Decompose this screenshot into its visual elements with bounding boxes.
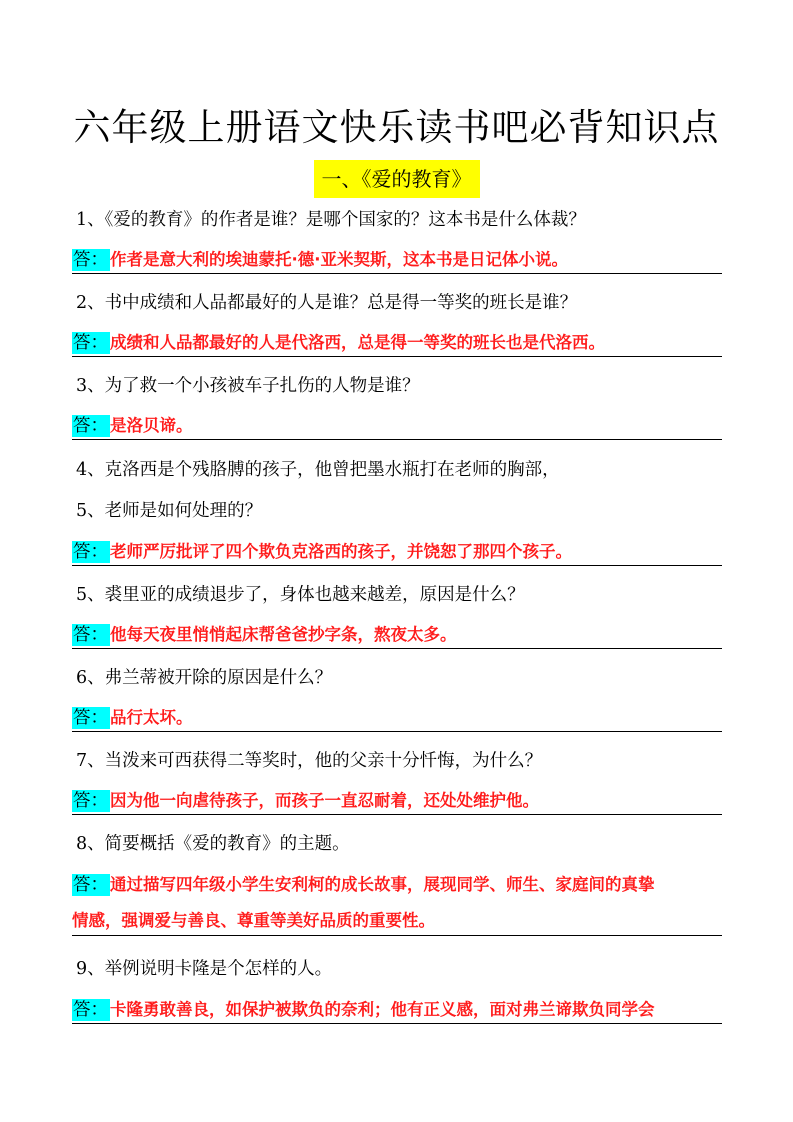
answer-label: 答： bbox=[73, 250, 108, 270]
answer-label: 答： bbox=[73, 542, 108, 562]
answer-7 bbox=[72, 787, 722, 815]
answer-label: 答： bbox=[73, 416, 108, 436]
answer-text: 品行太坏。 bbox=[110, 708, 193, 727]
answer-text: 通过描写四年级小学生安利柯的成长故事，展现同学、师生、家庭间的真挚 bbox=[110, 875, 655, 894]
answer-label: 答： bbox=[73, 625, 108, 645]
answer-label: 答： bbox=[73, 708, 108, 728]
question-3: 3、为了救一个小孩被车子扎伤的人物是谁？ bbox=[76, 376, 420, 396]
answer-text: 成绩和人品都最好的人是代洛西，总是得一等奖的班长也是代洛西。 bbox=[110, 333, 605, 352]
question-1: 1、《爱的教育》的作者是谁？是哪个国家的？这本书是什么体裁？ bbox=[76, 210, 586, 230]
answer-text: 是洛贝谛。 bbox=[110, 416, 193, 435]
answer-4 bbox=[72, 538, 722, 566]
section-heading: 一、《爱的教育》 bbox=[314, 160, 480, 198]
question-2: 2、书中成绩和人品都最好的人是谁？总是得一等奖的班长是谁？ bbox=[76, 293, 578, 313]
answer-line-1 bbox=[72, 871, 722, 899]
answer-label: 答： bbox=[73, 1000, 108, 1020]
answer-8 bbox=[72, 871, 722, 936]
answer-text-continued: 情感，强调爱与善良、尊重等美好品质的重要性。 bbox=[72, 911, 435, 930]
section-heading-wrap bbox=[0, 160, 793, 198]
answer-label: 答： bbox=[73, 875, 108, 895]
answer-text: 因为他一向虐待孩子，而孩子一直忍耐着，还处处维护他。 bbox=[110, 791, 539, 810]
question-5b: 5、裘里亚的成绩退步了，身体也越来越差，原因是什么？ bbox=[76, 585, 525, 605]
answer-3 bbox=[72, 412, 722, 440]
page-title: 六年级上册语文快乐读书吧必背知识点 bbox=[73, 106, 720, 149]
question-7: 7、当泼来可西获得二等奖时，他的父亲十分忏悔，为什么？ bbox=[76, 751, 543, 771]
answer-6 bbox=[72, 704, 722, 732]
answer-label: 答： bbox=[73, 333, 108, 353]
answer-1 bbox=[72, 246, 722, 274]
question-4: 4、克洛西是个残胳膊的孩子，他曾把墨水瓶打在老师的胸部， bbox=[76, 460, 560, 480]
answer-9 bbox=[72, 996, 722, 1024]
question-5: 5、老师是如何处理的？ bbox=[76, 501, 263, 521]
answer-text: 老师严厉批评了四个欺负克洛西的孩子，并饶恕了那四个孩子。 bbox=[110, 542, 572, 561]
answer-line-2 bbox=[72, 907, 722, 935]
question-6: 6、弗兰蒂被开除的原因是什么？ bbox=[76, 668, 333, 688]
question-8: 8、简要概括《爱的教育》的主题。 bbox=[76, 834, 350, 854]
answer-text: 卡隆勇敢善良，如保护被欺负的奈利；他有正义感，面对弗兰谛欺负同学会 bbox=[110, 1000, 655, 1019]
answer-label: 答： bbox=[73, 791, 108, 811]
answer-5 bbox=[72, 621, 722, 649]
question-9: 9、举例说明卡隆是个怎样的人。 bbox=[76, 959, 333, 979]
answer-2 bbox=[72, 329, 722, 357]
answer-text: 他每天夜里悄悄起床帮爸爸抄字条，熬夜太多。 bbox=[110, 625, 457, 644]
answer-text: 作者是意大利的埃迪蒙托·德·亚米契斯，这本书是日记体小说。 bbox=[110, 250, 569, 269]
